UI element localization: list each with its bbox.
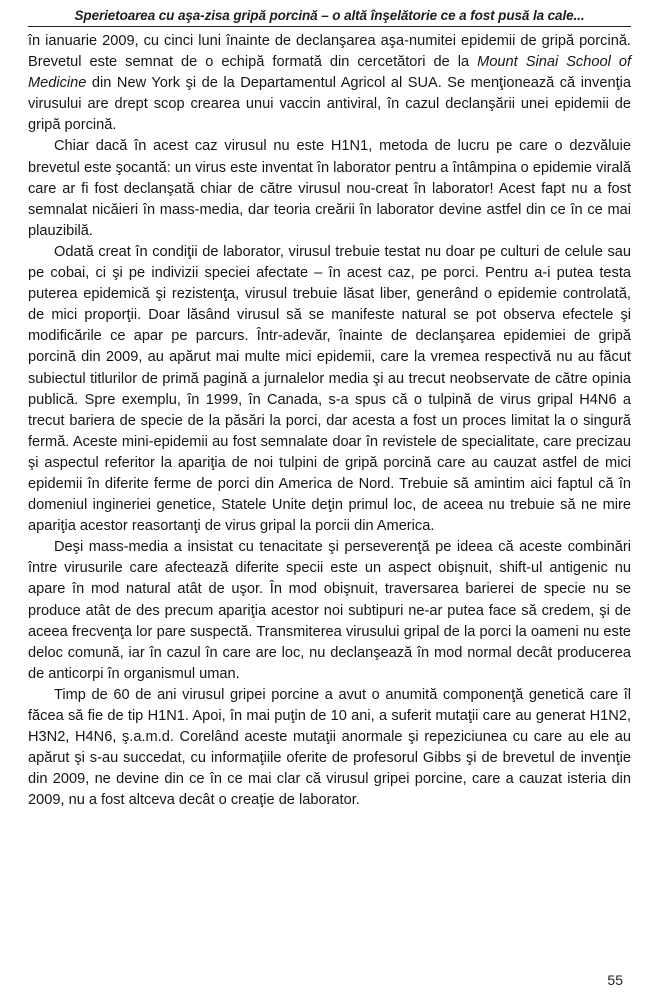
text-segment: Chiar dacă în acest caz virusul nu este H1N1, metoda de lucru pe care o dezvăluie brevetul este şocantă: un virus este inventat în laborator pentru a întâmpina o epidemie virală care ar fi fost declanşată chiar de către virusul nou-creat în laborator! Acest fapt nu a fost semnalat nicăieri în mass-media, dar teoria creării în laborator devine astfel din ce în ce mai plauzibilă. [28,138,631,239]
text-segment: Timp de 60 de ani virusul gripei porcine a avut o anumită componenţă genetică care îl făcea să fie de tip H1N1. Apoi, în mai puţin de 10 ani, a suferit mutaţii care au generat H1N2, H3N2, H4N6, ş.a.m.d. Corelând aceste mutaţii anormale şi repeziciunea cu care au ele au apărut şi s-au succedat, cu informaţiile oferite de profesorul Gibbs şi de brevetul de invenţie din 2009, ne devine din ce în ce mai clar că virusul gripei porcine, care a cauzat isteria din 2009, nu a fost altceva decât o creaţie de laborator. [28,686,631,809]
running-header: Sperietoarea cu aşa-zisa gripă porcină – o altă înşelătorie ce a fost pusă la cale... [28,8,631,27]
paragraph [28,685,631,812]
paragraph [28,242,631,537]
italic-text-segment: Mount Sinai School of Medicine [28,54,632,92]
page-number: 55 [607,972,623,988]
book-page [28,8,631,988]
body-text [28,31,631,811]
text-segment: Odată creat în condiţii de laborator, virusul trebuie testat nu doar pe culturi de celule sau pe cobai, ci şi pe indivizii speciei afectate – în acest caz, pe porci. Pentru a-i putea testa puterea epidemică şi rezistenţa, virusul trebuie lăsat liber, generând o epidemie controlată, de mici proporţii. Doar lăsând virusul să se manifeste natural se pot observa efectele şi modificările ce apar pe parcurs. Într-adevăr, înainte de declanşarea epidemiei de gripă porcină din 2009, au apărut mai multe mici epidemii, care la vremea respectivă nu au făcut subiectul titlurilor de primă pagină a jurnalelor media şi au trecut neobservate de către opinia publică. Spre exemplu, în 1999, în Canada, s-a spus că o tulpină de virus gripal H4N6 a trecut bariera de specie de la păsări la porci, dar acesta a fost un proces limitat la o singură fermă. Aceste mini-epidemii au fost semnalate doar în revistele de specialitate, care precizau şi aspectul referitor la apariţia de noi tulpini de gripă porcină care au cauzat astfel de mici epidemii în diferite ferme de porci din America de Nord. Trebuie să amintim aici faptul că în domeniul ingineriei genetice, Statele Unite deţin primul loc, de aceea nu trebuie să ne mire apariţia acestor reasortanţi de virus gripal la porcii din America. [28,243,631,535]
paragraph [28,136,631,241]
text-segment: în ianuarie 2009, cu cinci luni înainte de declanşarea aşa-numitei epidemii de gripă porcină. Brevetul este semnat de o echipă formată din cercetători de la [28,33,631,71]
paragraph [28,537,631,685]
text-segment: Deşi mass-media a insistat cu tenacitate şi perseverenţă pe ideea că aceste combinări între virusurile care afectează diferite specii este un aspect obişnuit, shift-ul antigenic nu apare în mod natural atât de uşor. În mod obişnuit, traversarea barierei de specie nu se produce atât de des precum apariţia acestor noi subtipuri ne-ar putea face să credem, şi de aceea frecvenţa lor pare suspectă. Transmiterea virusului gripal de la porci la oameni nu este deloc comună, iar în cazul în care are loc, nu declanşează în mod normal decât producerea de anticorpi în organismul uman. [28,539,631,682]
paragraph [28,31,631,136]
text-segment: din New York şi de la Departamentul Agricol al SUA. Se menţionează că invenţia virusului are drept scop crearea unui vaccin antiviral, în cazul declanşării unei epidemii de gripă porcină. [28,75,631,134]
